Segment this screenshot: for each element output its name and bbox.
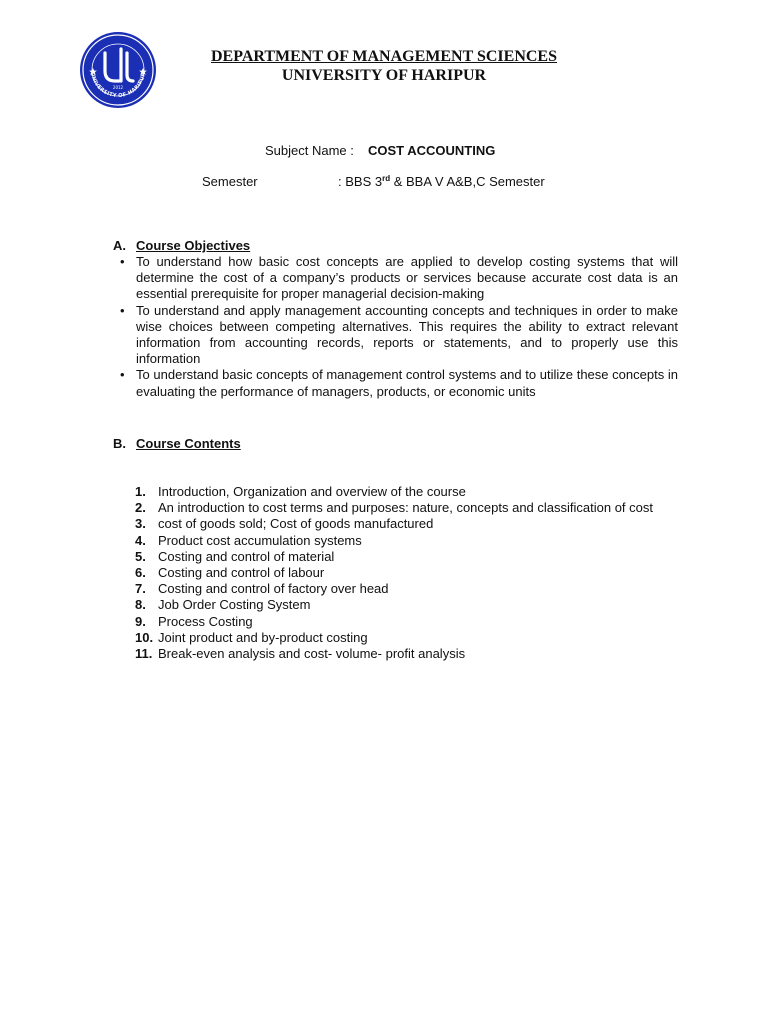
svg-text:UNIVERSITY OF HARIPUR: UNIVERSITY OF HARIPUR [89,71,147,100]
list-item: 1. Introduction, Organization and overview of the course [135,484,466,499]
list-item: 7. Costing and control of factory over head [135,581,389,597]
list-item: • To understand basic concepts of management control systems and to utilize these concepts in evaluating the performance of managers, products, or economic units [120,367,678,399]
list-item: 3. cost of goods sold; Cost of goods manufactured [135,516,434,532]
university-seal-icon [79,31,157,109]
bullet-icon: • [120,254,125,269]
list-item: 2. An introduction to cost terms and purposes: nature, concepts and classification of cost [135,500,653,516]
subject-label: Subject Name : [265,143,354,158]
bullet-icon: • [120,302,125,318]
semester-value: : BBS 3rd & BBA V A&B,C Semester [338,174,545,189]
bullet-icon: • [120,367,125,383]
university-title: UNIVERSITY OF HARIPUR [281,67,487,84]
list-item: 9. Process Costing [135,613,253,629]
list-item: 6. Costing and control of labour [135,565,325,581]
subject-value: COST ACCOUNTING [368,143,496,158]
contents-list [135,484,678,662]
semester-label: Semester [202,174,258,189]
objectives-list [120,254,678,400]
section-contents-heading: B. Course Contents [113,436,241,451]
list-item: 11. Break-even analysis and cost- volume- profit analysis [135,646,466,662]
document-header [150,47,618,85]
department-title: DEPARTMENT OF MANAGEMENT SCIENCES [211,48,557,65]
list-item: 8. Job Order Costing System [135,597,311,613]
list-item: 10. Joint product and by-product costing [135,629,368,645]
list-item: • To understand how basic cost concepts are applied to develop costing systems that will determine the cost of a company’s products or services because accurate cost data is an essential prerequisite for proper managerial decision-making [120,254,678,302]
list-item: 5. Costing and control of material [135,548,335,564]
section-objectives-heading: A. Course Objectives [113,238,251,253]
list-item: 4. Product cost accumulation systems [135,532,362,548]
list-item: • To understand and apply management accounting concepts and techniques in order to make wise choices between competing alternatives. This requires the ability to extract relevant information from accounting records, reports or statements, and to properly use this information [120,302,678,367]
seal-year: 2012 [112,85,124,90]
